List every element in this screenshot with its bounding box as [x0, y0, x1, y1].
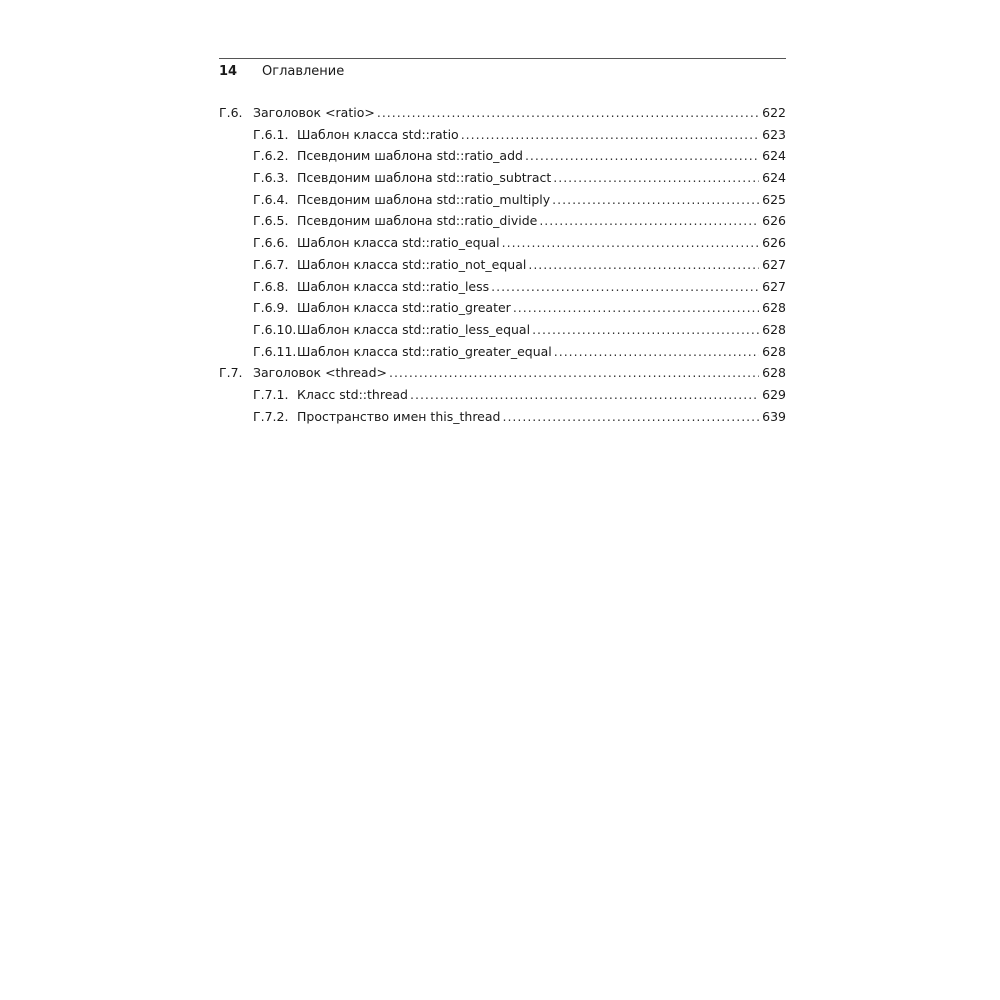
- toc-entry-number: Г.6.7.: [253, 256, 289, 272]
- toc-entry-page: 627: [762, 256, 786, 272]
- toc-entry-line: [297, 319, 786, 341]
- toc-entry-page: 639: [762, 408, 786, 424]
- toc-entry-number: Г.7.1.: [253, 386, 289, 402]
- toc-entry: [219, 102, 786, 124]
- toc-entry-line: [297, 384, 786, 406]
- toc-entry-line: [297, 297, 786, 319]
- toc-entry-line: [297, 341, 786, 363]
- toc-entry-number: Г.6.9.: [253, 300, 289, 316]
- toc-entry-number: Г.6.4.: [253, 191, 289, 207]
- toc-entry-title: Шаблон класса std::ratio_less_equal: [297, 321, 531, 337]
- toc-entry-title: Шаблон класса std::ratio_not_equal: [297, 256, 527, 272]
- toc-entry-page: 626: [762, 235, 786, 251]
- header-rule: [219, 58, 786, 59]
- dot-leader: [502, 232, 760, 254]
- toc-entry-title: Заголовок <thread>: [253, 365, 387, 381]
- toc-entry: [219, 276, 786, 298]
- toc-entry-title: Пространство имен this_thread: [297, 408, 501, 424]
- toc-entry-number: Г.7.: [219, 365, 243, 381]
- toc-entry-page: 626: [762, 213, 786, 229]
- toc-entry-page: 628: [762, 300, 786, 316]
- toc-entry-page: 627: [762, 278, 786, 294]
- dot-leader: [553, 167, 759, 189]
- dot-leader: [461, 124, 759, 146]
- toc-entry-number: Г.6.6.: [253, 235, 289, 251]
- toc-entry-title: Шаблон класса std::ratio_less: [297, 278, 490, 294]
- toc-entry-title: Шаблон класса std::ratio_greater: [297, 300, 511, 316]
- dot-leader: [502, 406, 759, 428]
- toc-entry-line: [297, 276, 786, 298]
- toc-entry-page: 625: [762, 191, 786, 207]
- toc-entry-line: [297, 167, 786, 189]
- toc-entry: [219, 254, 786, 276]
- toc-entry: [219, 232, 786, 254]
- toc-entry-line: [297, 406, 786, 428]
- toc-entry-title: Псевдоним шаблона std::ratio_multiply: [297, 191, 551, 207]
- running-title: Оглавление: [262, 64, 345, 79]
- dot-leader: [552, 189, 759, 211]
- toc-entry-line: [297, 254, 786, 276]
- toc-entry: [219, 341, 786, 363]
- toc-entry-page: 628: [762, 321, 786, 337]
- toc-entry-title: Псевдоним шаблона std::ratio_subtract: [297, 170, 552, 186]
- toc-entry: [219, 124, 786, 146]
- toc-entry: [219, 362, 786, 384]
- toc-entry-page: 624: [762, 148, 786, 164]
- toc-entry-title: Заголовок <ratio>: [253, 105, 375, 120]
- toc-entry-page: 624: [762, 170, 786, 186]
- toc-entry: [219, 384, 786, 406]
- toc-entry: [219, 210, 786, 232]
- toc-entry-number: Г.6.10.: [253, 321, 297, 337]
- dot-leader: [532, 319, 759, 341]
- running-header: [219, 64, 344, 82]
- toc-entry-line: [297, 124, 786, 146]
- toc-entry-line: [253, 362, 786, 384]
- toc-entry-number: Г.6.2.: [253, 148, 289, 164]
- toc-entry-line: [297, 210, 786, 232]
- toc-entry: [219, 406, 786, 428]
- toc-entry-line: [297, 189, 786, 211]
- dot-leader: [528, 254, 759, 276]
- dot-leader: [410, 384, 759, 406]
- toc-entry-page: 628: [762, 365, 786, 381]
- toc-entry-number: Г.6.1.: [253, 126, 289, 142]
- toc-entry: [219, 167, 786, 189]
- toc-entry-title: Шаблон класса std::ratio: [297, 126, 459, 142]
- dot-leader: [389, 362, 759, 384]
- dot-leader: [525, 145, 759, 167]
- dot-leader: [377, 102, 759, 124]
- toc-entry-line: [297, 145, 786, 167]
- toc-entry: [219, 189, 786, 211]
- dot-leader: [513, 297, 759, 319]
- toc-entry-number: Г.7.2.: [253, 408, 289, 424]
- toc-entry: [219, 145, 786, 167]
- toc-entry-number: Г.6.5.: [253, 213, 289, 229]
- toc-entry-number: Г.6.3.: [253, 170, 289, 186]
- toc-entry-title: Шаблон класса std::ratio_equal: [297, 235, 500, 251]
- toc-entry: [219, 319, 786, 341]
- toc-entry-title: Псевдоним шаблона std::ratio_add: [297, 148, 523, 164]
- toc-entry-title: Класс std::thread: [297, 386, 408, 402]
- toc-entry-page: 623: [762, 126, 786, 142]
- table-of-contents: [219, 102, 786, 427]
- toc-entry-page: 622: [762, 105, 786, 120]
- page-number: 14: [219, 64, 238, 79]
- toc-entry-line: [253, 102, 786, 124]
- toc-entry-number: Г.6.: [219, 105, 243, 120]
- toc-entry: [219, 297, 786, 319]
- book-page: [219, 0, 786, 1000]
- toc-entry-title: Псевдоним шаблона std::ratio_divide: [297, 213, 538, 229]
- toc-entry-number: Г.6.8.: [253, 278, 289, 294]
- toc-entry-page: 628: [762, 343, 786, 359]
- dot-leader: [491, 276, 759, 298]
- toc-entry-line: [297, 232, 786, 254]
- toc-entry-number: Г.6.11.: [253, 343, 297, 359]
- toc-entry-title: Шаблон класса std::ratio_greater_equal: [297, 343, 552, 359]
- toc-entry-page: 629: [762, 386, 786, 402]
- dot-leader: [539, 210, 759, 232]
- dot-leader: [554, 341, 759, 363]
